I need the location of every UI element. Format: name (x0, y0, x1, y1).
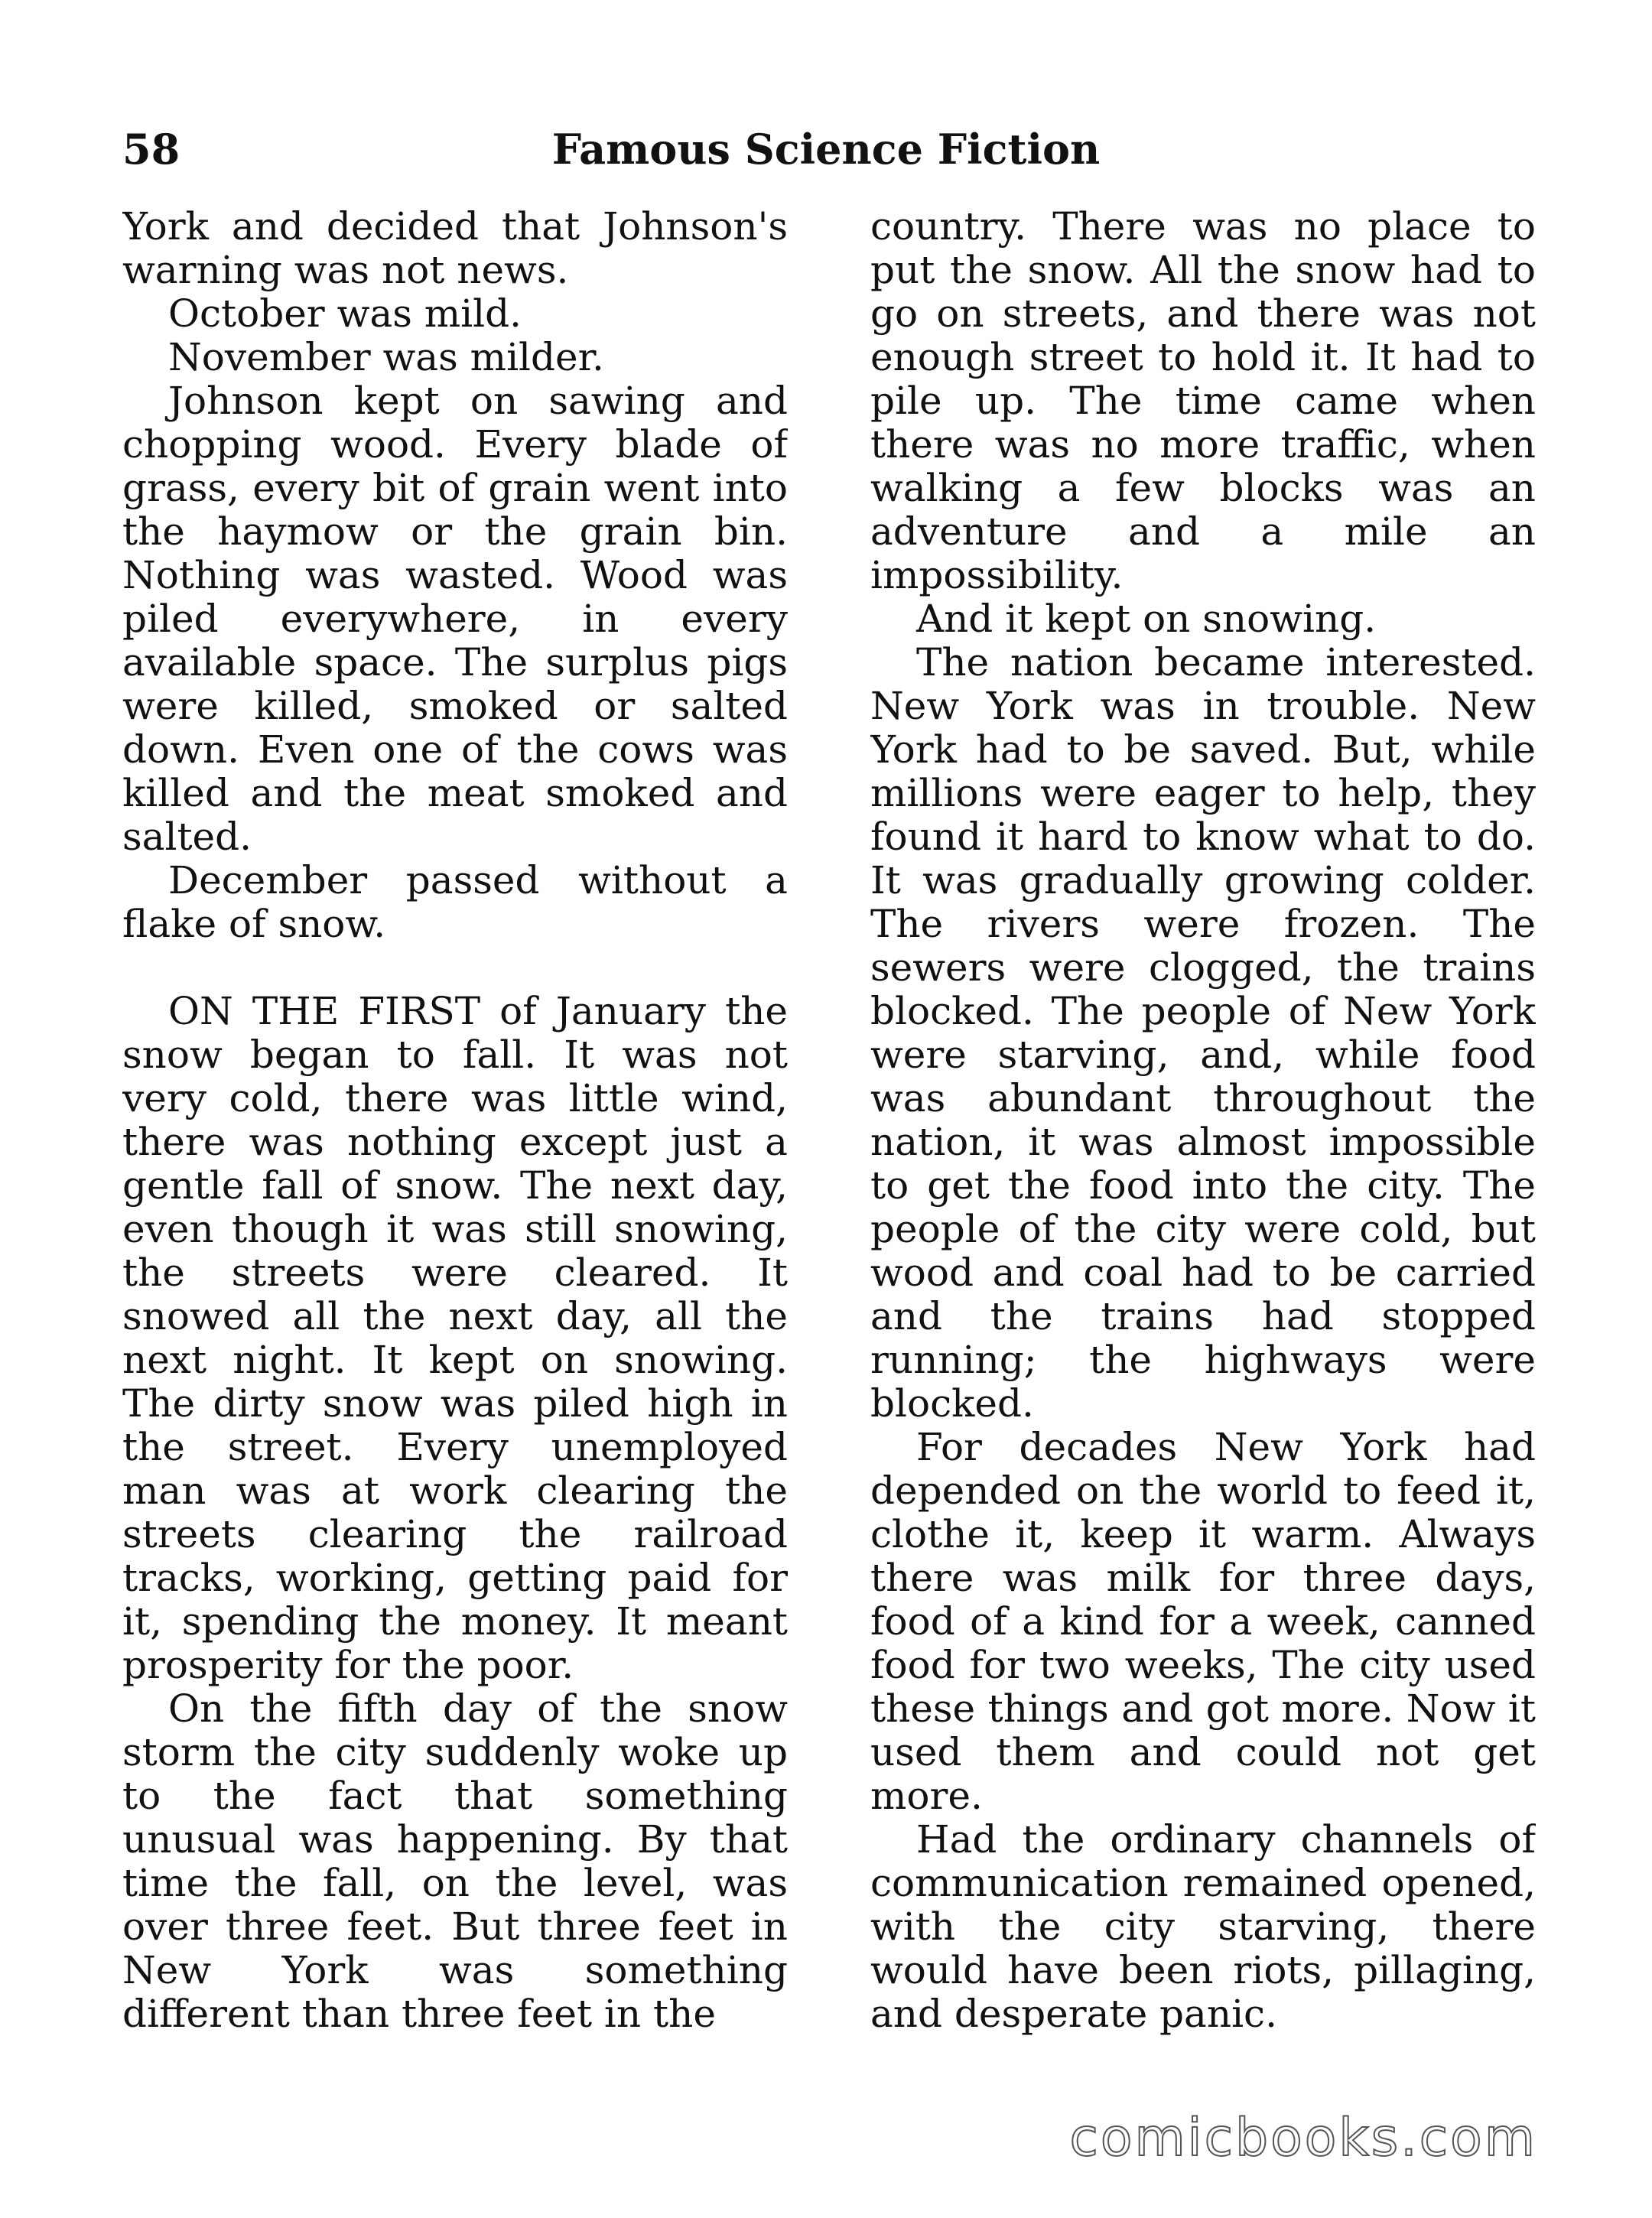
paragraph: On the fifth day of the snow storm the city suddenly woke up to the fact that something unusual was happening. By that time the fall, on the level, was over three feet. But three feet in New York was something different than three feet in the (122, 1686, 788, 2036)
right-column (870, 205, 1536, 2036)
paragraph: York and decided that Johnson's warning was not news. (122, 205, 788, 292)
page-number: 58 (122, 125, 180, 174)
paragraph: October was mild. (168, 291, 522, 336)
paragraph: Had the ordinary channels of communication remained opened, with the city starving, there would have been riots, pillaging, and desperate panic. (870, 1817, 1536, 2036)
paragraph: country. There was no place to put the snow. All the snow had to go on streets, and there was not enough street to hold it. It had to pile up. The time came when there was no more traffic, when walking a few blocks was an adventure and a mile an impossibility. (870, 205, 1536, 597)
running-head: Famous Science Fiction (551, 125, 1101, 174)
paragraph: For decades New York had depended on the world to feed it, clothe it, keep it warm. Always there was milk for three days, food of a kind for a week, canned food for two weeks, The city used these things and got more. Now it used them and could not get more. (870, 1425, 1536, 1818)
watermark: comicbooks.com (1069, 2108, 1537, 2168)
left-column (122, 205, 788, 2036)
paragraph: November was milder. (168, 335, 604, 379)
paragraph: The nation became interested. New York was in trouble. New York had to be saved. But, while millions were eager to help, they found it hard to know what to do. It was gradually growing colder. The rivers were frozen. The sewers were clogged, the trains blocked. The people of New York were starving, and, while food was abundant throughout the nation, it was almost impossible to get the food into the city. The people of the city were cold, but wood and coal had to be carried and the trains had stopped running; the highways were blocked. (870, 640, 1536, 1426)
paragraph: December passed without a flake of snow. (122, 858, 788, 946)
paragraph: And it kept on snowing. (916, 597, 1377, 641)
section-opening-paragraph: ON THE FIRST of January the snow began to fall. It was not very cold, there was little wind, there was nothing except just a gentle fall of snow. The next day, even though it was still snowing, the streets were cleared. It snowed all the next day, all the next night. It kept on snowing. The dirty snow was piled high in the street. Every unemployed man was at work clearing the streets clearing the railroad tracks, working, getting paid for it, spending the money. It meant prosperity for the poor. (122, 989, 788, 1687)
paragraph: Johnson kept on sawing and chopping wood. Every blade of grass, every bit of grain went into the haymow or the grain bin. Nothing was wasted. Wood was piled everywhere, in every available space. The surplus pigs were killed, smoked or salted down. Even one of the cows was killed and the meat smoked and salted. (122, 379, 788, 859)
